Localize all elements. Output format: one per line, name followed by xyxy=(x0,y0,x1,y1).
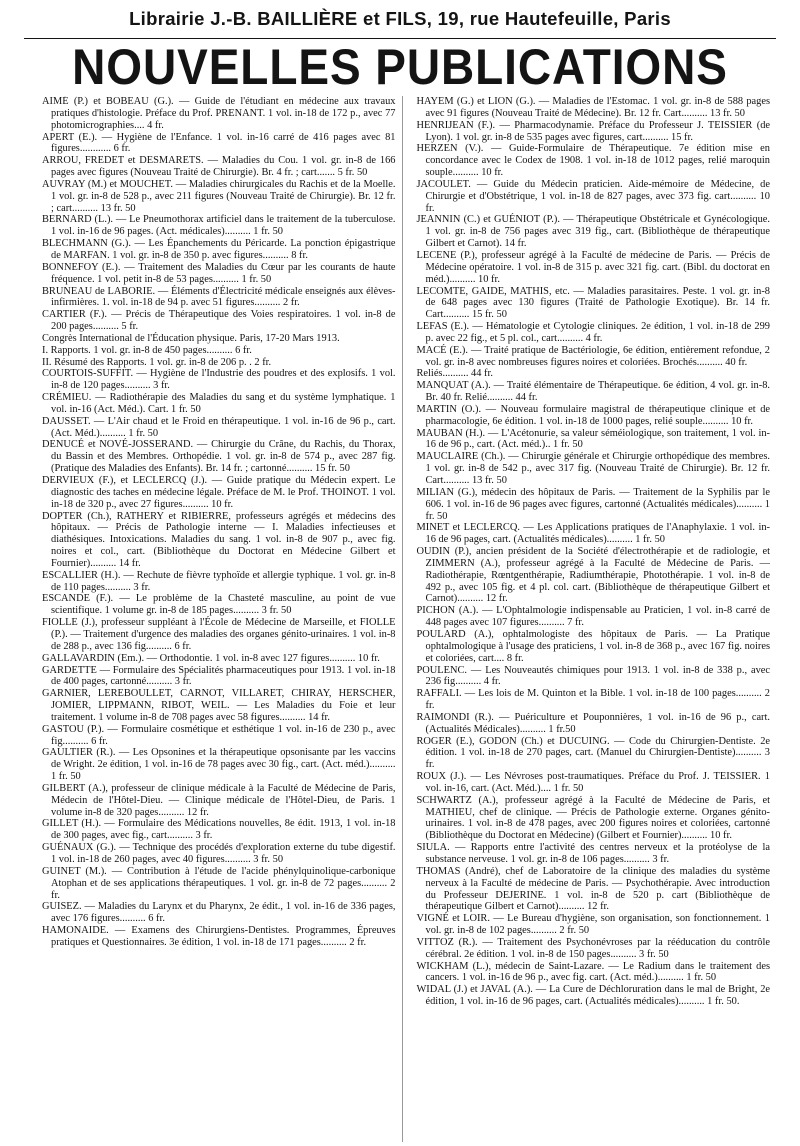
catalog-entry: MANQUAT (A.). — Traité élémentaire de Thérapeutique. 6e édition, 4 vol. gr. in-8. Br. 40 fr. Relié.......... 44 fr. xyxy=(416,380,770,404)
catalog-entry: FIOLLE (J.), professeur suppléant à l'École de Médecine de Marseille, et FIOLLE (P.). — Traitement d'urgence des maladies des organes génito-urinaires. 1 vol. in-8 de 288 p., avec 136 fig.......... 6 fr. xyxy=(42,617,396,652)
catalog-entry: BERNARD (L.). — Le Pneumothorax artificiel dans le traitement de la tuberculose. 1 vol. in-16 de 96 pages. (Act. médicales).......... 1 fr. 50 xyxy=(42,214,396,238)
catalog-entry: JACOULET. — Guide du Médecin praticien. Aide-mémoire de Médecine, de Chirurgie et d'Obstétrique, 1 vol. in-18 de 827 pages, avec 373 fig. cart.......... 10 fr. xyxy=(416,178,770,214)
catalog-entry: MAUBAN (H.). — L'Acétonurie, sa valeur séméiologique, son traitement, 1 vol. in-16 de 96 p., cart. (Act. méd.).. 1 fr. 50 xyxy=(416,427,770,451)
catalog-entry: THOMAS (André), chef de Laboratoire de la clinique des maladies du système nerveux à la Faculté de médecine de Paris. — Psychothérapie. Avec introduction du Professeur DEJERINE. 1 vol. in-8 de 520 p. cart (Bibliothèque de thérapeutique Gilbert et Carnot).......... 12 fr. xyxy=(416,865,770,913)
catalog-entry: SCHWARTZ (A.), professeur agrégé à la Faculté de Médecine de Paris, et MATHIEU, chef de clinique. — Précis de Pathologie externe. Organes génito-urinaires. 1 vol. in-8 de 478 pages, avec 200 figures noires et coloriées, cartonné (Bibliothèque du Doctorat en Médecine) (Gilbert et Fournier).......... 10 fr. xyxy=(416,794,770,842)
catalog-entry: OUDIN (P.), ancien président de la Société d'électrothérapie et de radiologie, et ZIMMERN (A.), professeur agrégé à la Faculté de Médecine de Paris. — Radiothérapie, Rœntgenthérapie, Radiumthérapie, Photothérapie. 1 vol. in-8 de 492 p., avec 105 fig. et 4 pl. col. cart. (Bibliothèque de thérapeutique Gilbert et Carnot).......... 12 fr. xyxy=(416,546,770,605)
catalog-entry: Congrès International de l'Éducation physique. Paris, 17-20 Mars 1913. xyxy=(42,332,340,344)
catalog-entry: POULARD (A.), ophtalmologiste des hôpitaux de Paris. — La Pratique ophtalmologique à l'usage des praticiens, 1 vol. in-8 de 368 p., avec 167 fig. noires et coloriées, cart.... 8 fr. xyxy=(416,628,770,664)
catalog-entry: BRUNEAU de LABORIE. — Éléments d'Électricité médicale enseignés aux élèves-infirmières. 1. vol. in-18 de 94 p. avec 51 figures.......... 2 fr. xyxy=(42,285,396,309)
catalog-entry: APERT (E.). — Hygiène de l'Enfance. 1 vol. in-16 carré de 416 pages avec 81 figures............ 6 fr. xyxy=(42,131,396,155)
catalog-entry: WICKHAM (L.), médecin de Saint-Lazare. — Le Radium dans le traitement des cancers. 1 vol. in-16 de 96 p., avec fig. cart. (Act. méd.).......... 1 fr. 50 xyxy=(416,960,770,984)
catalog-entry: GARNIER, LEREBOULLET, CARNOT, VILLARET, CHIRAY, HERSCHER, JOMIER, LIPPMANN, RIBOT, WEIL. — Les Maladies du Foie et leur traitement. 1 volume in-8 de 708 pages avec 58 figures.......... 14 fr. xyxy=(42,688,396,723)
catalog-entry: GILBERT (A.), professeur de clinique médicale à la Faculté de Médecine de Paris, Médecin de l'Hôtel-Dieu. — Clinique médicale de l'Hôtel-Dieu, de Paris. 1 volume in-8 de 320 pages.......... 12 fr. xyxy=(42,782,396,818)
catalog-entry: II. Résumé des Rapports. 1 vol. gr. in-8 de 206 p. . 2 fr. xyxy=(42,356,272,368)
catalog-entry: LEFAS (E.). — Hématologie et Cytologie cliniques. 2e édition, 1 vol. in-18 de 299 p. avec 22 fig., et 5 pl. col., cart.......... 4 fr. xyxy=(416,321,770,344)
publisher-header: Librairie J.-B. BAILLIÈRE et FILS, 19, rue Hautefeuille, Paris xyxy=(129,8,671,29)
page-title: NOUVELLES PUBLICATIONS xyxy=(72,39,728,95)
catalog-entry: AUVRAY (M.) et MOUCHET. — Maladies chirurgicales du Rachis et de la Moelle. 1 vol. gr. in-8 de 528 p., avec 211 figures (Nouveau Traité de Chirurgie). Br. 12 fr. ; cart.......... 13 fr. 50 xyxy=(42,178,396,214)
catalog-entry: GAULTIER (R.). — Les Opsonines et la thérapeutique opsonisante par les vaccins de Wright. 2e édition, 1 vol. in-16 de 78 pages avec 30 fig., cart. (Act. méd.).......... 1 fr. 50 xyxy=(42,747,396,783)
catalog-entry: CARTIER (F.). — Précis de Thérapeutique des Voies respiratoires. 1 vol. in-8 de 200 pages.......... 5 fr. xyxy=(42,309,396,333)
catalog-entry: GUINET (M.). — Contribution à l'étude de l'acide phénylquinolique-carbonique Atophan et de ses applications thérapeutiques. 1 vol. gr. in-8 de 72 pages.......... 2 fr. xyxy=(42,865,396,901)
catalog-entry: PICHON (A.). — L'Ophtalmologie indispensable au Praticien, 1 vol. in-8 carré de 448 pages avec 107 figures.......... 7 fr. xyxy=(416,605,770,629)
catalog-entry: BONNEFOY (E.). — Traitement des Maladies du Cœur par les courants de haute fréquence. 1 vol. petit in-8 de 53 pages.......... 1 fr. 50 xyxy=(42,261,396,285)
left-column xyxy=(42,96,403,1142)
catalog-entry: Reliés.......... 44 fr. xyxy=(416,368,493,380)
catalog-entry: HENRIJEAN (F.). — Pharmacodynamie. Préface du Professeur J. TEISSIER (de Lyon). 1 vol. gr. in-8 de 535 pages avec figures, cart.......... 15 fr. xyxy=(416,119,770,143)
catalog-entry: SIULA. — Rapports entre l'activité des centres nerveux et la protéolyse de la substance nerveuse. 1 vol. gr. in-8 de 106 pages.......... 3 fr. xyxy=(416,842,770,865)
catalog-entry: GUÉNAUX (G.). — Technique des procédés d'exploration externe du tube digestif. 1 vol. in-18 de 260 pages, avec 40 figures.......... 3 fr. 50 xyxy=(42,842,396,865)
catalog-entry: MAUCLAIRE (Ch.). — Chirurgie générale et Chirurgie orthopédique des membres. 1 vol. gr. in-8 de 542 p., avec 317 fig. (Nouveau Traité de Chirurgie). Br. 12 fr. Cart.......... 13 fr. 50 xyxy=(416,451,770,486)
catalog-entry: GILLET (H.). — Formulaire des Médications nouvelles, 8e édit. 1913, 1 vol. in-18 de 300 pages, avec fig., cart.......... 3 fr. xyxy=(42,818,396,842)
catalog-entry: HERZEN (V.). — Guide-Formulaire de Thérapeutique. 7e édition mise en concordance avec le Codex de 1908. 1 vol. in-18 de 1012 pages, relié maroquin souple.......... 10 fr. xyxy=(416,143,770,179)
catalog-entry: LECOMTE, GAIDE, MATHIS, etc. — Maladies parasitaires. Peste. 1 vol. gr. in-8 de 648 pages avec 130 figures (Traité de Pathologie Exotique). Br. 14 fr. Cart.......... 15 fr. 50 xyxy=(416,285,770,321)
catalog-entry: WIDAL (J.) et JAVAL (A.). — La Cure de Déchloruration dans le mal de Bright, 2e édition, 1 vol. in-16 de 96 pages, cart. (Actualités médicales).......... 1 fr. 50. xyxy=(416,984,770,1008)
catalog-entry: BLECHMANN (G.). — Les Épanchements du Péricarde. La ponction épigastrique de MARFAN. 1 vol. gr. in-8 de 350 p. avec figures.......... 8 fr. xyxy=(42,238,396,261)
catalog-entry: ESCALLIER (H.). — Rechute de fièvre typhoïde et allergie typhique. 1 vol. gr. in-8 de 110 pages.......... 3 fr. xyxy=(42,569,396,593)
catalog-entry: HAYEM (G.) et LION (G.). — Maladies de l'Estomac. 1 vol. gr. in-8 de 588 pages avec 91 figures (Nouveau Traité de Médecine). Br. 12 fr. Cart.......... 13 fr. 50 xyxy=(416,96,770,119)
catalog-entry: GARDETTE — Formulaire des Spécialités pharmaceutiques pour 1913. 1 vol. in-18 de 400 pages, cartonné.......... 3 fr. xyxy=(42,664,396,688)
catalog-entry: VIGNÉ et LOIR. — Le Bureau d'hygiène, son organisation, son fonctionnement. 1 vol. gr. in-8 de 102 pages.......... 2 fr. 50 xyxy=(416,913,770,937)
catalog-entry: CRÉMIEU. — Radiothérapie des Maladies du sang et du système lymphatique. 1 vol. in-16 (Act. Méd.). Cart. 1 fr. 50 xyxy=(42,392,396,415)
catalog-entry: JEANNIN (C.) et GUÉNIOT (P.). — Thérapeutique Obstétricale et Gynécologique. 1 vol. gr. in-8 de 756 pages avec 319 fig., cart. (Bibliothèque de thérapeutique Gilbert et Carnot). 14 fr. xyxy=(416,214,770,250)
catalog-entry: LECENE (P.), professeur agrégé à la Faculté de médecine de Paris. — Précis de Médecine opératoire. 1 vol. in-8 de 315 p. avec 321 fig. cart. (Bibl. du doctorat en méd.).......... 10 fr. xyxy=(416,249,770,285)
catalog-entry: HAMONAIDE. — Examens des Chirurgiens-Dentistes. Programmes, Épreuves pratiques et Questionnaires. 3e édition, 1 vol. in-18 de 171 pages.......... 2 fr. xyxy=(42,925,396,948)
publication-columns xyxy=(42,96,770,1142)
catalog-entry: DERVIEUX (F.), et LECLERCQ (J.). — Guide pratique du Médecin expert. Le diagnostic des taches en médecine légale. Préface de M. le Prof. THOINOT. 1 vol. in-18 de 320 p., avec 27 figures.......... 10 fr. xyxy=(42,475,396,510)
catalog-entry: MACÉ (E.). — Traité pratique de Bactériologie, 6e édition, entièrement refondue, 2 vol. gr. in-8 avec nombreuses figures noires et coloriées. Brochés.......... 40 fr. xyxy=(416,344,770,368)
catalog-entry: GALLAVARDIN (Em.). — Orthodontie. 1 vol. in-8 avec 127 figures.......... 10 fr. xyxy=(42,652,380,664)
catalog-entry: AIMÉ (P.) et BOBEAU (G.). — Guide de l'étudiant en médecine aux travaux pratiques d'histologie. Préface du Prof. PRENANT. 1 vol. in-18 de 172 p., avec 77 photomicrographies.... 4 fr. xyxy=(42,96,396,131)
catalog-entry: ESCANDE (F.). — Le problème de la Chasteté masculine, au point de vue scientifique. 1 volume gr. in-8 de 185 pages.......... 3 fr. 50 xyxy=(42,593,396,617)
catalog-entry: I. Rapports. 1 vol. gr. in-8 de 450 pages.......... 6 fr. xyxy=(42,344,252,356)
catalog-entry: ROUX (J.). — Les Névroses post-traumatiques. Préface du Prof. J. TEISSIER. 1 vol. in-16, cart. (Act. Méd.).... 1 fr. 50 xyxy=(416,771,770,794)
catalog-entry: RAFFALI. — Les lois de M. Quinton et la Bible. 1 vol. in-18 de 100 pages.......... 2 fr. xyxy=(416,688,770,712)
catalog-entry: MINET et LECLERCQ. — Les Applications pratiques de l'Anaphylaxie. 1 vol. in-16 de 96 pages, cart. (Actualités médicales).......... 1 fr. 50 xyxy=(416,522,770,546)
catalog-entry: DOPTER (Ch.), RATHERY et RIBIERRE, professeurs agrégés et médecins des hôpitaux. — Précis de Pathologie interne — I. Maladies infectieuses et diathésiques. Intoxications. Maladies du sang. 1 vol. in-8 de 907 p., avec fig. noires et col., cart. (Bibliothèque du Doctorat en Médecine Gilbert et Fournier).......... 14 fr. xyxy=(42,510,396,569)
catalog-entry: DAUSSET. — L'Air chaud et le Froid en thérapeutique. 1 vol. in-16 de 96 p., cart. (Act. Méd.).......... 1 fr. 50 xyxy=(42,415,396,439)
catalog-entry: POULENC. — Les Nouveautés chimiques pour 1913. 1 vol. in-8 de 338 p., avec 236 fig.......... 4 fr. xyxy=(416,664,770,688)
right-column xyxy=(411,96,771,1142)
catalog-entry: GUISEZ. — Maladies du Larynx et du Pharynx, 2e édit., 1 vol. in-16 de 336 pages, avec 176 figures.......... 6 fr. xyxy=(42,901,396,925)
catalog-entry: MARTIN (O.). — Nouveau formulaire magistral de thérapeutique clinique et de pharmacologie, 6e édition. 1 vol. in-18 de 1000 pages, relié souple.......... 10 fr. xyxy=(416,403,770,427)
catalog-entry: GASTOU (P.). — Formulaire cosmétique et esthétique 1 vol. in-16 de 230 p., avec fig.......... 6 fr. xyxy=(42,723,396,747)
catalog-entry: DENUCÉ et NOVÉ-JOSSERAND. — Chirurgie du Crâne, du Rachis, du Thorax, du Bassin et des Membres. Orthopédie. 1 vol. gr. in-8 de 574 p., avec 287 fig. (Pratique des Maladies des Enfants). Br. 14 fr. ; cartonné.......... 15 fr. 50 xyxy=(42,439,396,475)
catalog-entry: MILIAN (G.), médecin des hôpitaux de Paris. — Traitement de la Syphilis par le 606. 1 vol. in-16 de 96 pages avec figures, cartonné (Actualités médicales).......... 1 fr. 50 xyxy=(416,486,770,522)
catalog-entry: COURTOIS-SUFFIT. — Hygiène de l'Industrie des poudres et des explosifs. 1 vol. in-8 de 120 pages.......... 3 fr. xyxy=(42,368,396,392)
catalog-entry: ROGER (E.), GODON (Ch.) et DUCUING. — Code du Chirurgien-Dentiste. 2e édition. 1 vol. in-18 de 270 pages, cart. (Manuel du Chirurgien-Dentiste).......... 3 fr. xyxy=(416,735,770,771)
catalog-entry: ARROU, FREDET et DESMARETS. — Maladies du Cou. 1 vol. gr. in-8 de 166 pages avec figures (Nouveau Traité de Chirurgie). Br. 4 fr. ; cart....... 5 fr. 50 xyxy=(42,155,396,179)
catalog-entry: RAIMONDI (R.). — Puériculture et Pouponnières, 1 vol. in-16 de 96 p., cart. (Actualités Médicales).......... 1 fr.50 xyxy=(416,711,770,735)
catalog-entry: VITTOZ (R.). — Traitement des Psychonévroses par la rééducation du contrôle cérébral. 2e édition. 1 vol. in-8 de 150 pages.......... 3 fr. 50 xyxy=(416,936,770,960)
